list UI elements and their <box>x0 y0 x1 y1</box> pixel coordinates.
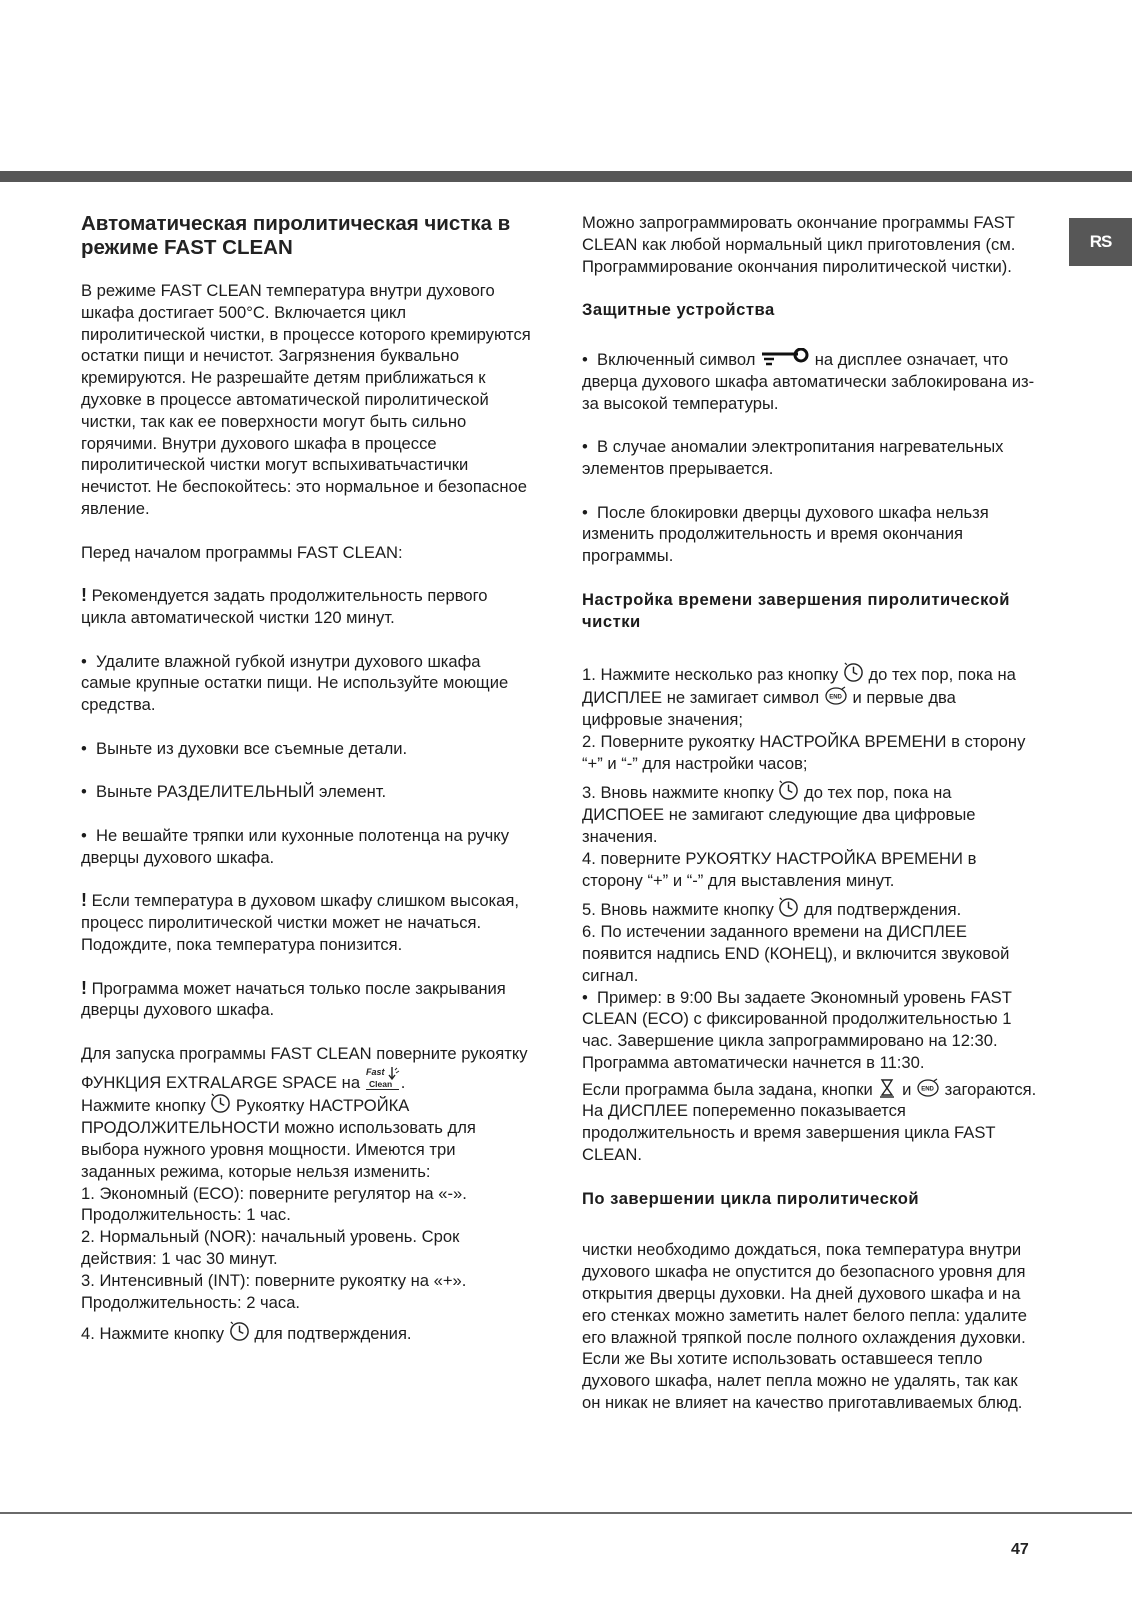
start-text: Для запуска программы FAST CLEAN поверните рукоятку ФУНКЦИЯ EXTRALARGE SPACE на <box>81 1043 528 1092</box>
bullet-item <box>81 825 531 869</box>
safety-text: В случае аномалии электропитания нагревательных элементов прерывается. <box>582 437 1004 478</box>
step-4: 4. поверните РУКОЯТКУ НАСТРОЙКА ВРЕМЕНИ в сторону “+” и “-” для выставления минут. <box>582 848 977 890</box>
before-start-text: Перед началом программы FAST CLEAN: <box>81 542 403 562</box>
press-button-text <box>81 1093 531 1182</box>
lit-text: Если программа была задана, кнопки <box>582 1079 873 1099</box>
duration-icon <box>877 1078 897 1098</box>
start-instructions <box>81 1043 531 1094</box>
mode-int: 3. Интенсивный (INT): поверните рукоятку на «+». Продолжительность: 2 часа. <box>81 1270 467 1312</box>
warning-text: Программа может начаться только после закрывания дверцы духового шкафа. <box>81 978 506 1020</box>
safety-text: на дисплее означает, что дверца духового шкафа автоматически заблокирована из-за высокой температуры. <box>582 349 1035 413</box>
bullet-icon: • <box>582 502 588 522</box>
exclamation-icon: ! <box>81 585 87 606</box>
bullet-icon: • <box>81 651 87 671</box>
step-1 <box>582 662 1038 730</box>
right-column <box>582 212 1038 1414</box>
step-text: до тех пор, пока на ДИСПОЕЕ не замигают следующие два цифровые значения. <box>582 783 976 846</box>
duration-knob-text: Рукоятку НАСТРОЙКА ПРОДОЛЖИТЕЛЬНОСТИ можно использовать для выбора нужного уровня мощности. Имеются три заданных режима, которые нельзя изменить: <box>81 1096 476 1181</box>
safety-item <box>582 502 1038 567</box>
lit-text: и <box>902 1079 912 1099</box>
warning-text: Рекомендуется задать продолжительность первого цикла автоматической чистки 120 минут. <box>81 586 488 627</box>
end-time-icon <box>916 1078 940 1098</box>
time-setting-heading: Настройка времени завершения пиролитической чистки <box>582 589 1010 631</box>
safety-text: Включенный символ <box>597 349 756 369</box>
end-heading: По завершении цикла пиролитической <box>582 1188 920 1208</box>
page-number: 47 <box>1011 1541 1029 1558</box>
bullet-item <box>81 651 531 716</box>
clock-icon <box>778 780 799 801</box>
step-text: 5. Вновь нажмите кнопку <box>582 900 774 920</box>
clock-icon <box>843 662 864 683</box>
warning-door <box>81 978 531 1022</box>
footer-line <box>0 1512 1132 1514</box>
step-text: и первые два цифровые значения; <box>582 688 956 729</box>
bullet-icon: • <box>81 825 87 845</box>
bullet-icon: • <box>582 437 588 457</box>
svg-text:END: END <box>829 694 842 701</box>
lit-text: загораются. На ДИСПЛЕЕ попеременно показывается продолжительность и время завершения цикла FAST CLEAN. <box>582 1079 1037 1165</box>
press-label: Нажмите кнопку <box>81 1096 206 1116</box>
step-2: 2. Поверните рукоятку НАСТРОЙКА ВРЕМЕНИ в сторону “+” и “-” для настройки часов; <box>582 731 1026 773</box>
bullet-text: Не вешайте тряпки или кухонные полотенца на ручку дверцы духового шкафа. <box>81 825 510 867</box>
step-5 <box>582 897 1038 921</box>
bullet-text: Удалите влажной губкой изнутри духового шкафа самые крупные остатки пищи. Не используйте моющие средства. <box>81 651 509 715</box>
bullet-item <box>81 738 531 760</box>
step-text: для подтверждения. <box>254 1324 412 1344</box>
step-text: до тех пор, пока на ДИСПЛЕЕ не замигает символ <box>582 665 1016 708</box>
header-bar <box>0 171 1132 182</box>
safety-heading: Защитные устройства <box>582 300 775 320</box>
end-time-icon <box>824 686 848 706</box>
step-confirm <box>81 1321 531 1345</box>
svg-text:Fast: Fast <box>365 1066 385 1077</box>
page-title: Автоматическая пиролитическая чистка в режиме FAST CLEAN <box>81 212 511 259</box>
mode-nor: 2. Нормальный (NOR): начальный уровень. Срок действия: 1 час 30 минут. <box>81 1227 460 1269</box>
language-tab: RS <box>1069 218 1132 266</box>
bullet-icon: • <box>582 349 588 369</box>
step-text: 1. Нажмите несколько раз кнопку <box>582 665 839 685</box>
buttons-lit-text <box>582 1078 1038 1166</box>
exclamation-icon: ! <box>81 890 87 911</box>
exclamation-icon: ! <box>81 977 87 998</box>
fast-clean-icon <box>365 1065 401 1091</box>
left-column <box>81 212 531 1345</box>
safety-item <box>582 348 1038 414</box>
door-lock-icon <box>760 348 810 368</box>
svg-text:END: END <box>921 1086 934 1093</box>
warning-duration <box>81 585 531 629</box>
programming-intro: Можно запрограммировать окончание программы FAST CLEAN как любой нормальный цикл приготовления (см. Программирование окончания пиролитической чистки). <box>582 213 1016 276</box>
clock-icon <box>778 897 799 918</box>
bullet-icon: • <box>81 782 87 802</box>
safety-item <box>582 436 1038 480</box>
bullet-icon: • <box>81 738 87 758</box>
clock-icon <box>229 1321 250 1342</box>
clock-icon <box>210 1093 231 1114</box>
mode-eco: 1. Экономный (ЕСО): поверните регулятор на «-». Продолжительность: 1 час. <box>81 1183 467 1225</box>
bullet-icon: • <box>582 987 588 1007</box>
step-text: 3. Вновь нажмите кнопку <box>582 783 774 803</box>
safety-text: После блокировки дверцы духового шкафа нельзя изменить продолжительность и время окончания программы. <box>582 502 989 566</box>
period: . <box>400 1072 406 1092</box>
step-text: для подтверждения. <box>804 900 962 920</box>
svg-text:Clean: Clean <box>368 1078 392 1089</box>
step-6: 6. По истечении заданного времени на ДИСПЛЕЕ появится надпись END (КОНЕЦ), и включится звуковой сигнал. <box>582 922 1010 985</box>
end-text: чистки необходимо дождаться, пока температура внутри духового шкафа не опустится до безопасного уровня для открытия дверцы духовки. На дней духового шкафа и на его стенках можно заметить налет белого пепла: удалите его влажной тряпкой после полного охлаждения духовки. Если же Вы хотите использовать оставшееся тепло духового шкафа, налет пепла можно не удалять, так как он никак не влияет на качество приготавливаемых блюд. <box>582 1240 1027 1413</box>
bullet-item <box>81 781 531 803</box>
warning-text: Если температура в духовом шкафу слишком высокая, процесс пиролитической чистки может не начаться. Подождите, пока температура понизится. <box>81 891 520 954</box>
example-text: Пример: в 9:00 Вы задаете Экономный уровень FAST CLEAN (ECO) с фиксированной продолжительностью 1 час. Завершение цикла запрограммировано на 12:30. Программа автоматически начнется в 11:30. <box>582 987 1012 1072</box>
example-item <box>582 987 1038 1074</box>
intro-paragraph: В режиме FAST CLEAN температура внутри духового шкафа достигает 500°С. Включается цикл пиролитической чистки, в процессе которого кремируются остатки пищи и нечистот. Загрязнения буквально кремируются. Не разрешайте детям приближаться к духовке в процессе автоматической пиролитической чистки, так как ее поверхности могут быть сильно горячими. Внутри духового шкафа в процессе пиролитической чистки могут вспыхиватьчастички нечистот. Не беспокойтесь: это нормальное и безопасное явление. <box>81 281 531 518</box>
bullet-text: Выньте из духовки все съемные детали. <box>96 738 408 758</box>
step-text: 4. Нажмите кнопку <box>81 1324 225 1344</box>
warning-temperature <box>81 890 531 955</box>
step-3 <box>582 780 1038 847</box>
bullet-text: Выньте РАЗДЕЛИТЕЛЬНЫЙ элемент. <box>96 782 387 802</box>
